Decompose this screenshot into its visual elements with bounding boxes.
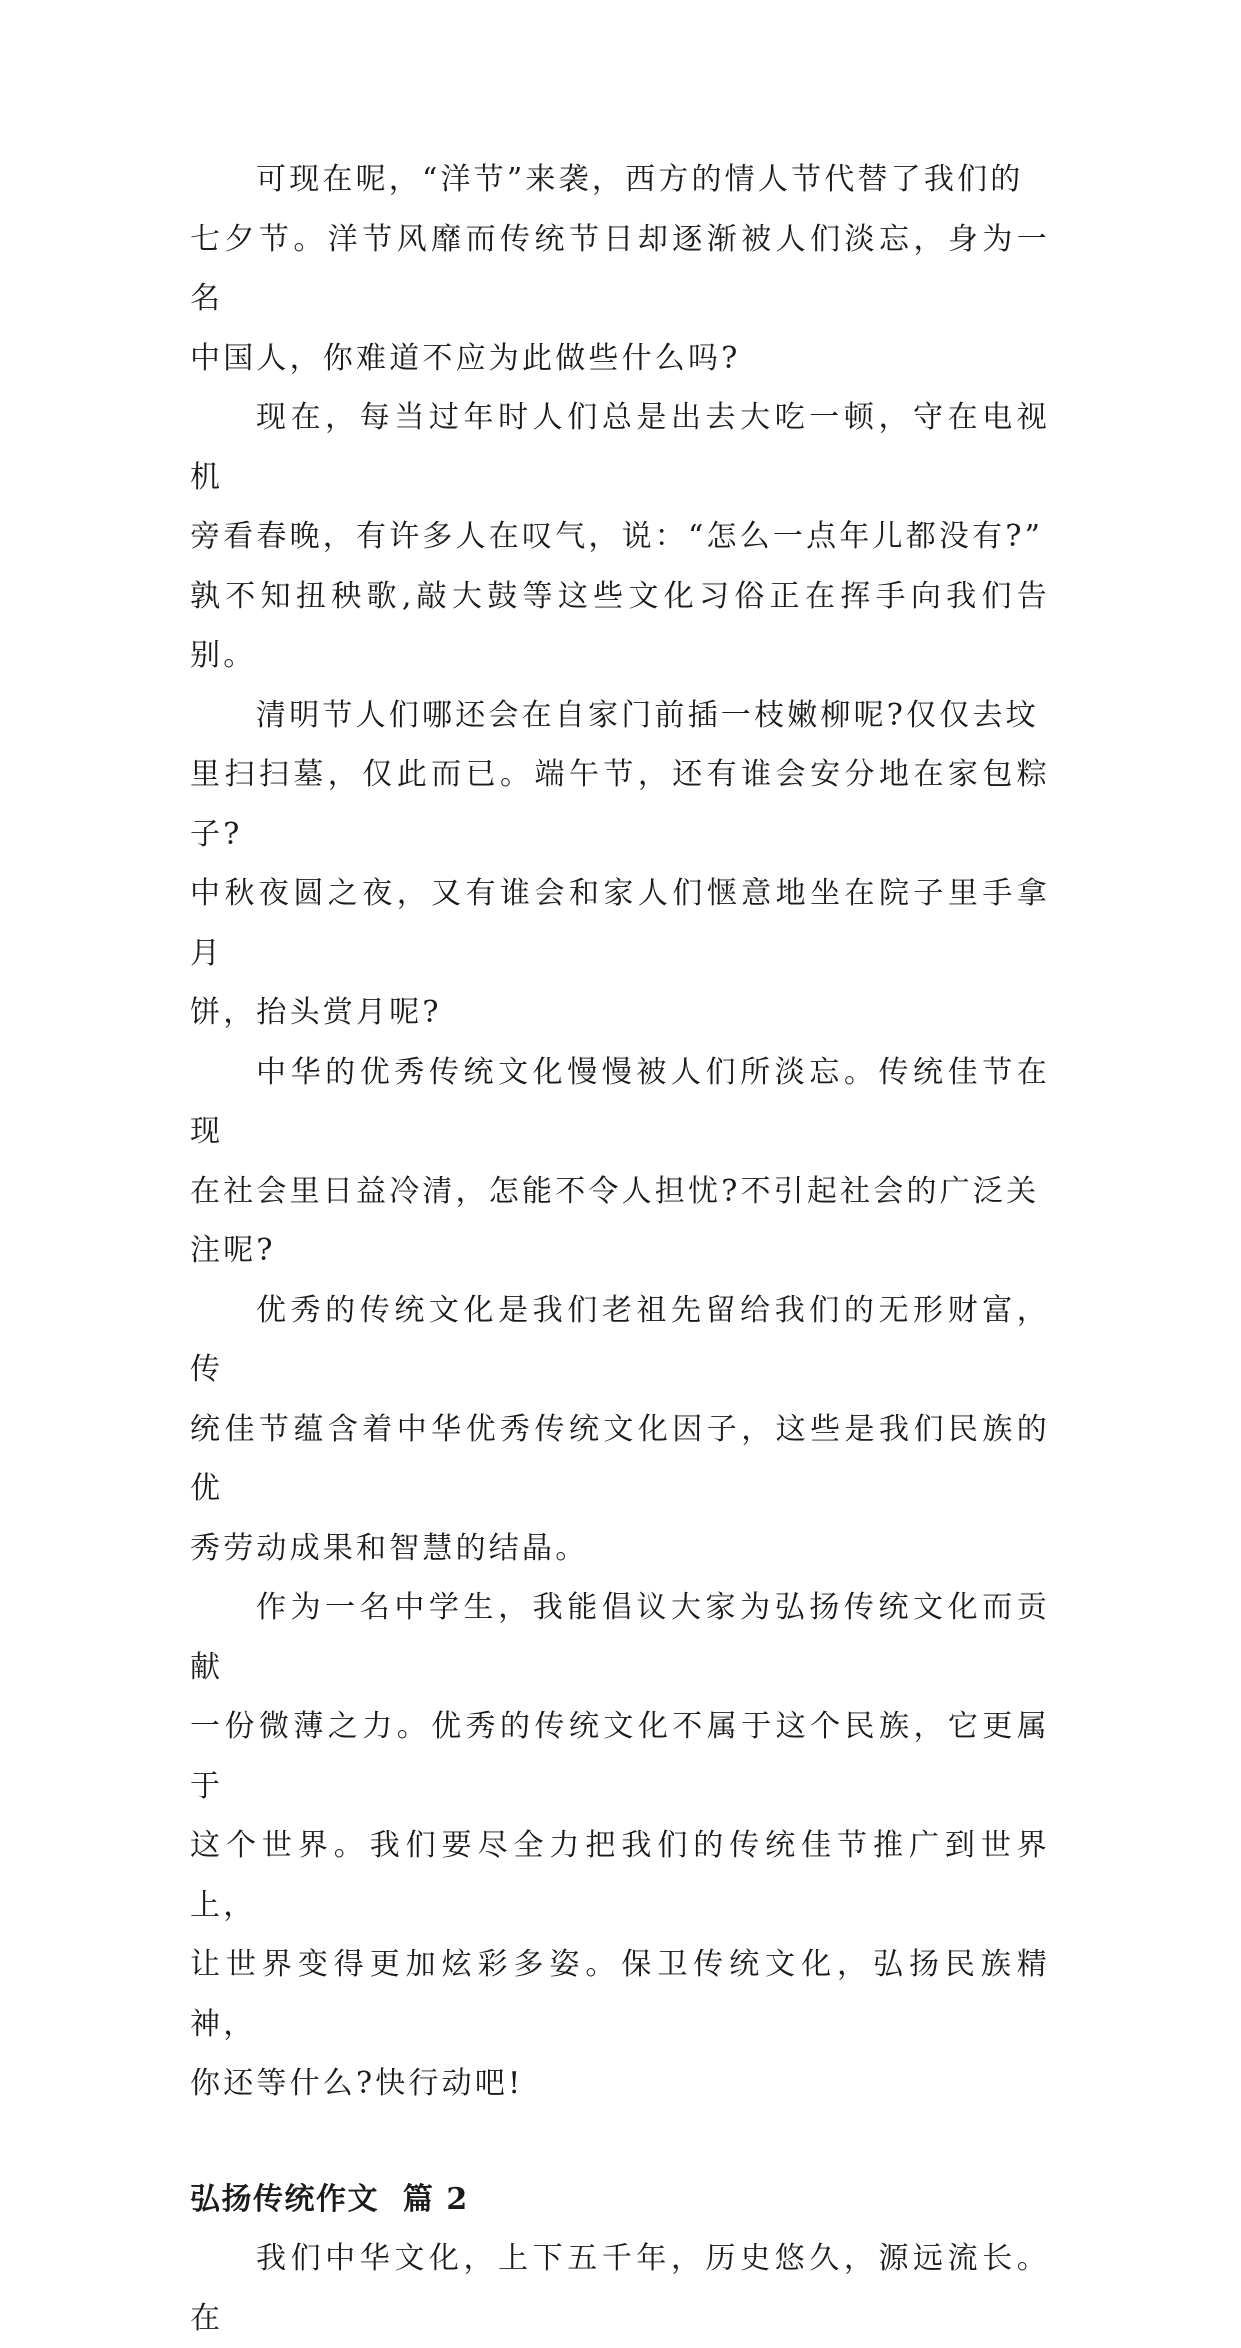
- document-body: [190, 150, 1050, 2348]
- paragraph-5: 优秀的传统文化是我们老祖先留给我们的无形财富，传 统佳节蕴含着中华优秀传统文化因子，这些是我们民族的优 秀劳动成果和智慧的结晶。: [190, 1292, 1050, 1566]
- paragraph-3: 清明节人们哪还会在自家门前插一枝嫩柳呢?仅仅去坟 里扫扫墓，仅此而已。端午节，还有谁会安分地在家包粽子? 中秋夜圆之夜，又有谁会和家人们惬意地坐在院子里手拿月 饼，抬头赏月呢?: [190, 697, 1050, 1030]
- paragraph-4: 中华的优秀传统文化慢慢被人们所淡忘。传统佳节在现 在社会里日益冷清，怎能不令人担忧?不引起社会的广泛关 注呢?: [190, 1054, 1050, 1268]
- section-title: 弘扬传统作文 篇 2: [190, 2181, 469, 2217]
- paragraph-6: 作为一名中学生，我能倡议大家为弘扬传统文化而贡献 一份微薄之力。优秀的传统文化不属于这个民族，它更属于 这个世界。我们要尽全力把我们的传统佳节推广到世界上， 让世界变得更加炫彩多姿。保卫传统文化，弘扬民族精神， 你还等什么?快行动吧!: [190, 1590, 1050, 2101]
- paragraph-1: 可现在呢，“洋节”来袭，西方的情人节代替了我们的 七夕节。洋节风靡而传统节日却逐渐被人们淡忘，身为一名 中国人，你难道不应为此做些什么吗?: [190, 162, 1050, 376]
- paragraph-7: 我们中华文化，上下五千年，历史悠久，源远流长。在: [190, 2241, 1050, 2336]
- paragraph-2: 现在，每当过年时人们总是出去大吃一顿，守在电视机 旁看春晚，有许多人在叹气，说：“怎么一点年儿都没有?” 孰不知扭秧歌,敲大鼓等这些文化习俗正在挥手向我们告别。: [190, 400, 1050, 673]
